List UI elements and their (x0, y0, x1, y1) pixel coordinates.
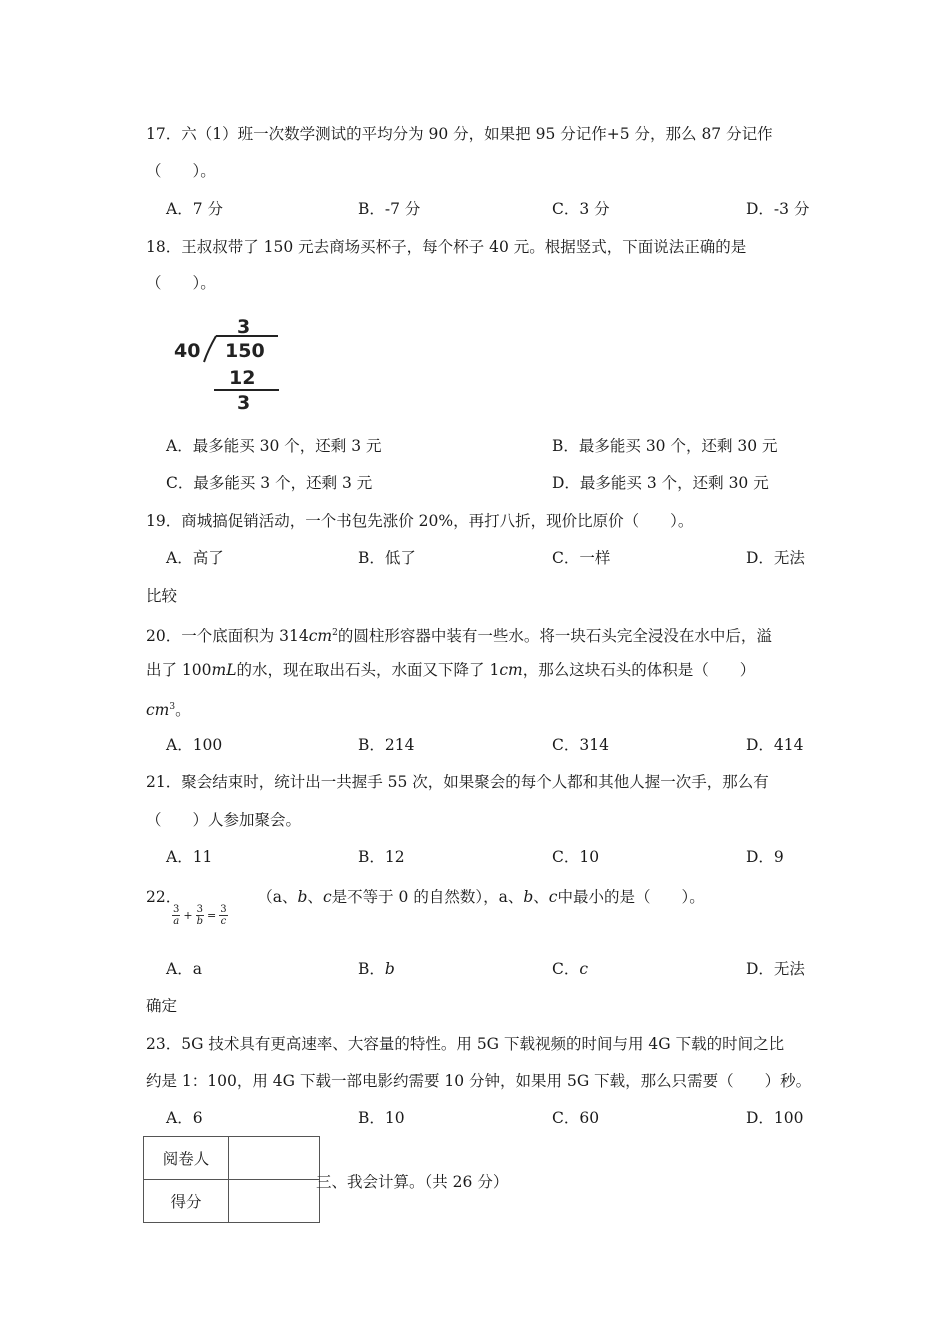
q23-option-b[interactable]: B．10 (358, 1109, 405, 1127)
q21-option-a[interactable]: A．11 (166, 848, 213, 866)
q21-stem-line1: 21．聚会结束时，统计出一共握手 55 次，如果聚会的每个人都和其他人握一次手，那么有 (146, 773, 769, 791)
score-field[interactable] (229, 1180, 320, 1223)
q20-stem-line1: 20．一个底面积为 $314cm^2$的圆柱形容器中装有一些水。将一块石头完全浸没在水中后，溢 (146, 627, 772, 645)
q21-option-c[interactable]: C．10 (552, 848, 600, 866)
q20-option-d[interactable]: D．414 (746, 736, 804, 754)
q18-option-a[interactable]: A．最多能买 30 个，还剩 3 元 (166, 437, 382, 455)
q23-option-d[interactable]: D．100 (746, 1109, 804, 1127)
q20-option-a[interactable]: A．100 (166, 736, 223, 754)
q21-stem-line2: （ ）人参加聚会。 (146, 811, 302, 829)
q17-option-d[interactable]: D．-3 分 (746, 200, 810, 218)
q19-option-d[interactable]: D．无法 (746, 549, 805, 567)
q17-option-b[interactable]: B．-7 分 (358, 200, 421, 218)
q17-option-c[interactable]: C．3 分 (552, 200, 610, 218)
q20-option-b[interactable]: B．214 (358, 736, 415, 754)
q22-option-c[interactable]: C．c (552, 960, 589, 978)
q22-option-d[interactable]: D．无法 (746, 960, 805, 978)
q17-stem-line2: （ ）。 (146, 162, 216, 180)
division-product: 12 (229, 367, 256, 389)
reviewer-field[interactable] (229, 1137, 320, 1180)
q22-option-b[interactable]: B．b (358, 960, 395, 978)
q23-option-a[interactable]: A．6 (166, 1109, 203, 1127)
q20-stem-line3: $cm^3$。 (146, 701, 191, 719)
fraction-3-over-b: $\frac{3}{b}$ (196, 904, 203, 927)
score-label: 得分 (144, 1180, 229, 1223)
q20-option-c[interactable]: C．314 (552, 736, 609, 754)
fraction-3-over-c: $\frac{3}{c}$ (220, 904, 227, 927)
q18-option-c[interactable]: C．最多能买 3 个，还剩 3 元 (166, 474, 373, 492)
q18-option-d[interactable]: D．最多能买 3 个，还剩 30 元 (552, 474, 769, 492)
q22-option-a[interactable]: A．a (166, 960, 202, 978)
q23-stem-line1: 23．5G 技术具有更高速率、大容量的特性。用 5G 下载视频的时间与用 4G 下载的时间之比 (146, 1035, 785, 1053)
q22-equation: $\frac{3}{a}$ + $\frac{3}{b}$ = $\frac{3}{c}$ (173, 904, 227, 927)
reviewer-label: 阅卷人 (144, 1137, 229, 1180)
q23-stem-line2: 约是 1：100，用 4G 下载一部电影约需要 10 分钟，如果用 5G 下载，那么只需要（ ）秒。 (146, 1072, 812, 1090)
q19-stem: 19．商城搞促销活动，一个书包先涨价 20%，再打八折，现价比原价（ ）。 (146, 512, 694, 530)
division-quotient: 3 (237, 316, 251, 338)
q17-stem-line1: 17．六（1）班一次数学测试的平均分为 90 分，如果把 95 分记作+5 分，那么 87 分记作 (146, 125, 773, 143)
division-divisor: 40 (174, 340, 201, 362)
q21-option-b[interactable]: B．12 (358, 848, 405, 866)
fraction-3-over-a: $\frac{3}{a}$ (173, 904, 180, 927)
q22-stem: 22． （a、b、c是不等于 0 的自然数），a、b、c中最小的是（ ）。 (146, 888, 705, 906)
q19-option-b[interactable]: B．低了 (358, 549, 416, 567)
long-division-figure (172, 312, 292, 412)
q18-option-b[interactable]: B．最多能买 30 个，还剩 30 元 (552, 437, 778, 455)
section-3-heading: 三、我会计算。（共 26 分） (316, 1173, 509, 1191)
division-remainder: 3 (237, 392, 251, 412)
score-table (143, 1136, 320, 1223)
division-dividend: 150 (225, 340, 265, 362)
q23-option-c[interactable]: C．60 (552, 1109, 600, 1127)
q19-option-a[interactable]: A．高了 (166, 549, 224, 567)
q20-stem-line2: 出了 100mL的水，现在取出石头，水面又下降了 1cm，那么这块石头的体积是（ ） (146, 661, 756, 679)
q19-option-d-wrap: 比较 (146, 587, 178, 605)
q17-option-a[interactable]: A．7 分 (166, 200, 223, 218)
q18-stem-line1: 18．王叔叔带了 150 元去商场买杯子，每个杯子 40 元。根据竖式，下面说法正确的是 (146, 238, 747, 256)
q22-option-d-wrap: 确定 (146, 997, 178, 1015)
q21-option-d[interactable]: D．9 (746, 848, 784, 866)
q18-stem-line2: （ ）。 (146, 274, 216, 292)
q19-option-c[interactable]: C．一样 (552, 549, 611, 567)
